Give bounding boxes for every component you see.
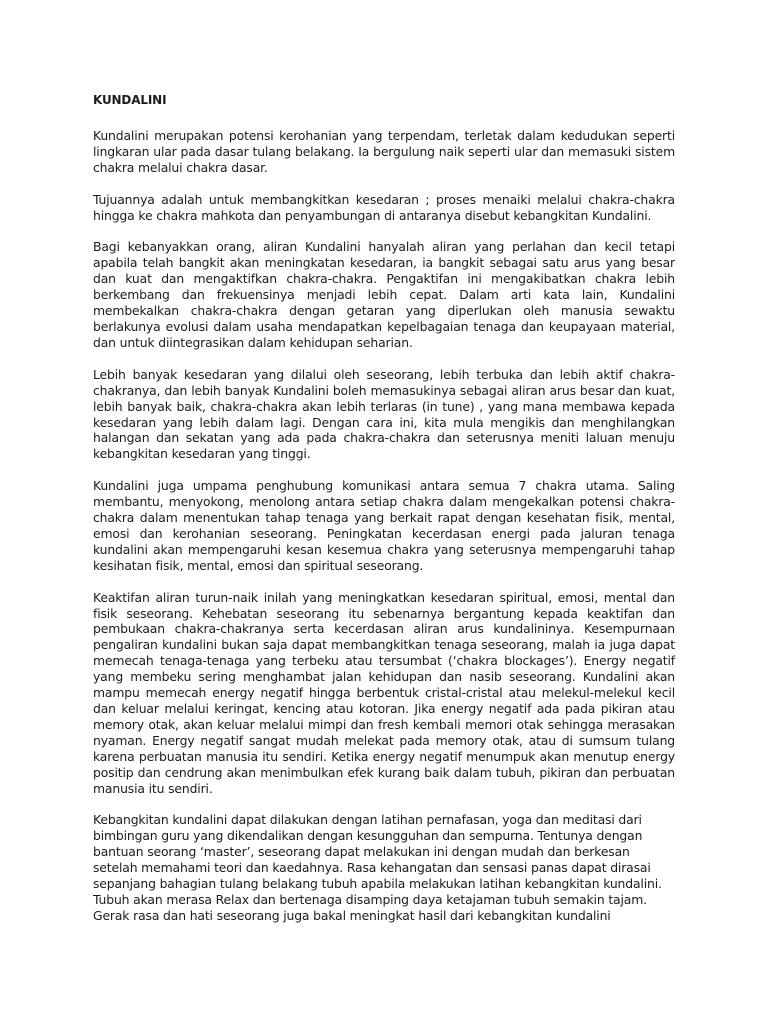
paragraph-5: Kundalini juga umpama penghubung komunikasi antara semua 7 chakra utama. Saling membantu, menyokong, menolong antara setiap chakra dalam mengekalkan potensi chakra-chakra dalam menentukan tahap tenaga yang berkait rapat dengan kesehatan fisik, mental, emosi dan kerohanian seseorang. Peningkatan kecerdasan energi pada jaluran tenaga kundalini akan mempengaruhi kesan kesemua chakra yang seterusnya mempengaruhi tahap kesihatan fisik, mental, emosi dan spiritual seseorang. — [93, 478, 675, 573]
paragraph-4: Lebih banyak kesedaran yang dilalui oleh seseorang, lebih terbuka dan lebih aktif chakra-chakranya, dan lebih banyak Kundalini boleh memasukinya sebagai aliran arus besar dan kuat, lebih banyak baik, chakra-chakra akan lebih terlaras (in tune) , yang mana membawa kepada kesedaran yang lebih dalam lagi. Dengan cara ini, kita mula mengikis dan menghilangkan halangan dan sekatan yang ada pada chakra-chakra dan seterusnya meniti laluan menuju kebangkitan kesedaran yang tinggi. — [93, 366, 675, 462]
document-title: KUNDALINI — [93, 93, 167, 107]
paragraph-1: Kundalini merupakan potensi kerohanian yang terpendam, terletak dalam kedudukan seperti lingkaran ular pada dasar tulang belakang. Ia bergulung naik seperti ular dan memasuki sistem chakra melalui chakra dasar. — [93, 127, 675, 175]
document-page — [93, 93, 675, 924]
paragraph-2: Tujuannya adalah untuk membangkitkan kesedaran ; proses menaiki melalui chakra-chakra hingga ke chakra mahkota dan penyambungan di antaranya disebut kebangkitan Kundalini. — [93, 191, 675, 223]
paragraph-6: Keaktifan aliran turun-naik inilah yang meningkatkan kesedaran spiritual, emosi, mental dan fisik seseorang. Kehebatan seseorang itu sebenarnya bergantung kepada keaktifan dan pembukaan chakra-chakranya serta kecerdasan aliran arus kundalininya. Kesempurnaan pengaliran kundalini bukan saja dapat membangkitkan tenaga seseorang, malah ia juga dapat memecah tenaga-tenaga yang terbeku atau tersumbat (‘chakra blockages’). Energy negatif yang membeku sering menghambat jalan kehidupan dan nasib seseorang. Kundalini akan mampu memecah energy negatif hingga berbentuk cristal-cristal atau melekul-melekul kecil dan keluar melalui keringat, kencing atau kotoran. Jika energy negatif ada pada pikiran atau memory otak, akan keluar melalui mimpi dan fresh kembali memori otak sehingga merasakan nyaman. Energy negatif sangat mudah melekat pada memory otak, atau di sumsum tulang karena perbuatan manusia itu sendiri. Ketika energy negatif menumpuk akan menutup energy positip dan cendrung akan menimbulkan efek kurang baik dalam tubuh, pikiran dan perbuatan manusia itu sendiri. — [93, 589, 675, 796]
paragraph-7: Kebangkitan kundalini dapat dilakukan dengan latihan pernafasan, yoga dan meditasi dari bimbingan guru yang dikendalikan dengan kesungguhan dan sempurna. Tentunya dengan bantuan seorang ‘master’, seseorang dapat melakukan ini dengan mudah dan berkesan setelah memahami teori dan kaedahnya. Rasa kehangatan dan sensasi panas dapat dirasai sepanjang bahagian tulang belakang tubuh apabila melakukan latihan kebangkitan kundalini. Tubuh akan merasa Relax dan bertenaga disamping daya ketajaman tubuh semakin tajam. Gerak rasa dan hati seseorang juga bakal meningkat hasil dari kebangkitan kundalini — [93, 812, 662, 923]
paragraph-3: Bagi kebanyakkan orang, aliran Kundalini hanyalah aliran yang perlahan dan kecil tetapi apabila telah bangkit akan meningkatan kesedaran, ia bangkit sebagai satu arus yang besar dan kuat dan mengaktifkan chakra-chakra. Pengaktifan ini mengakibatkan chakra lebih berkembang dan frekuensinya menjadi lebih cepat. Dalam arti kata lain, Kundalini membekalkan chakra-chakra dengan getaran yang diperlukan oleh manusia sewaktu berlakunya evolusi dalam usaha mendapatkan kepelbagaian tenaga dan keupayaan material, dan untuk diintegrasikan dalam kehidupan seharian. — [93, 239, 675, 350]
